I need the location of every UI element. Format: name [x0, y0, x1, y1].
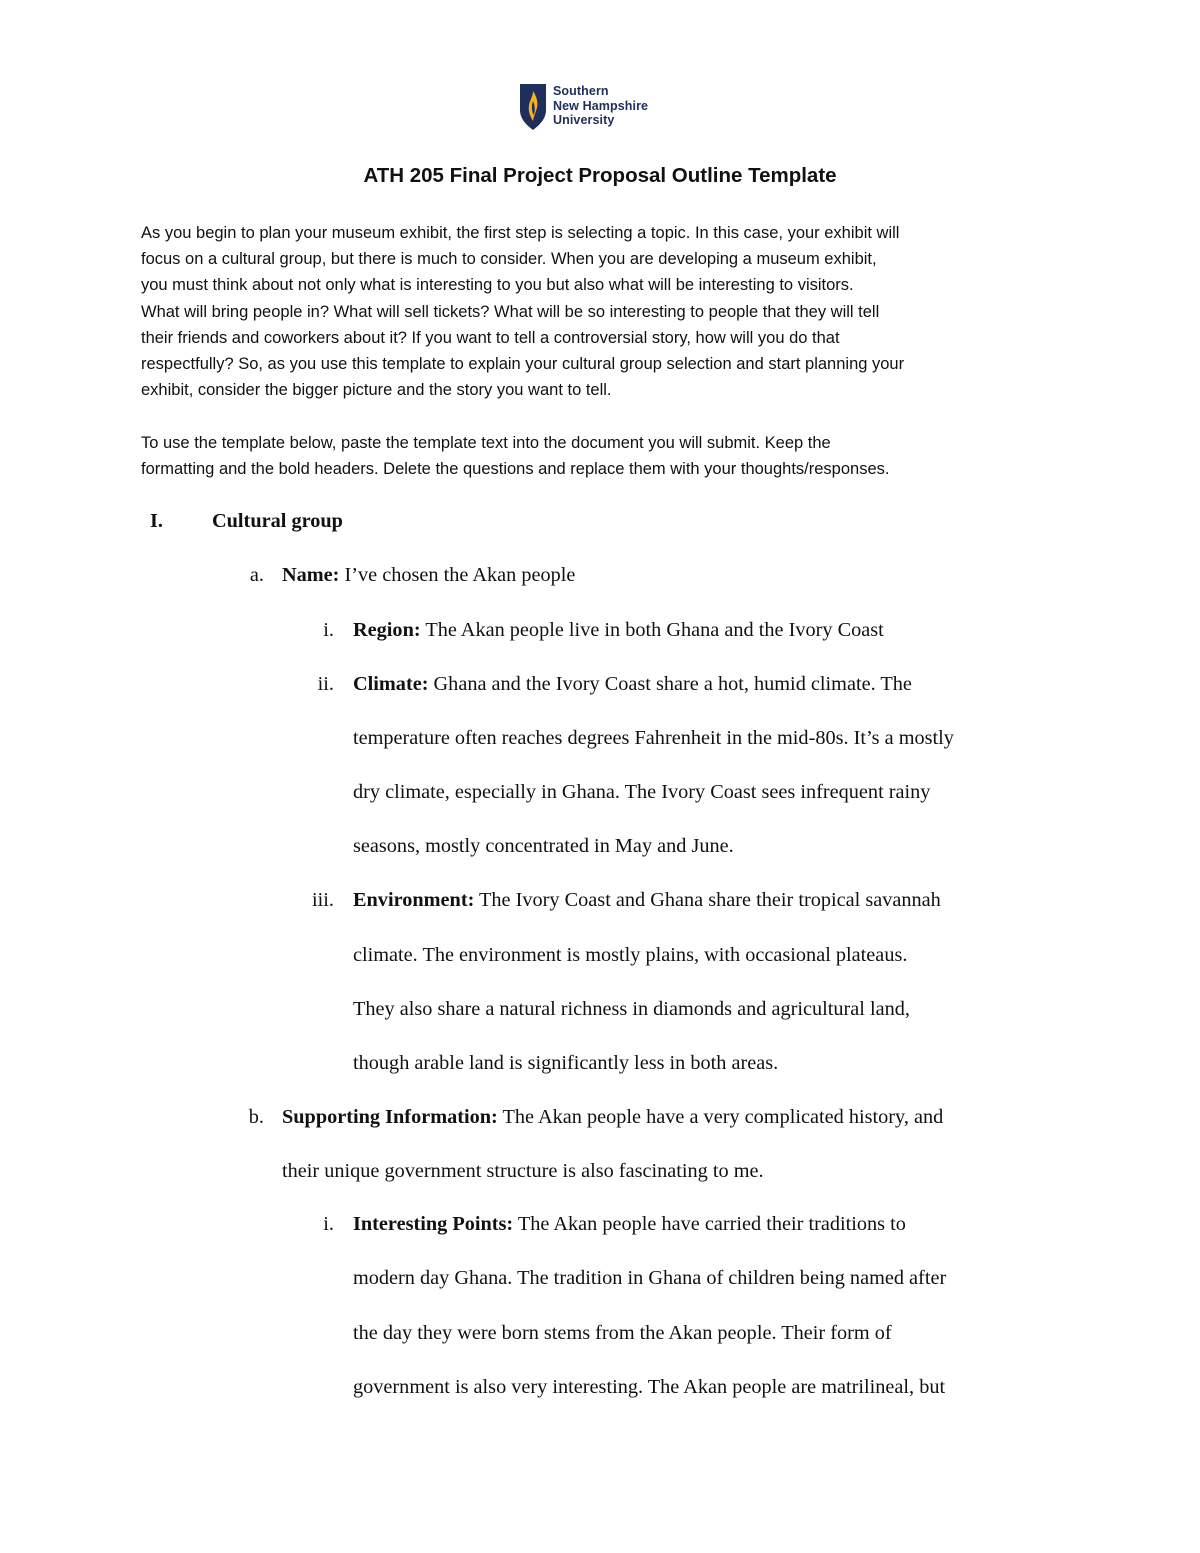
subitem-marker: i.: [323, 1213, 334, 1235]
intro-line: formatting and the bold headers. Delete the questions and replace them with your thoughts/responses.: [141, 460, 890, 479]
instructions-paragraph: [141, 430, 1071, 482]
outline-item-name: [282, 564, 575, 587]
item-label: Climate:: [353, 673, 429, 695]
item-continuation: their unique government structure is also fascinating to me.: [282, 1160, 764, 1182]
intro-line: As you begin to plan your museum exhibit, the first step is selecting a topic. In this case, your exhibit will: [141, 224, 900, 242]
subitem-marker: ii.: [317, 673, 334, 695]
item-text: The Akan people live in both Ghana and the Ivory Coast: [420, 619, 884, 641]
outline-subitem-climate: [353, 673, 912, 696]
item-text: I’ve chosen the Akan people: [339, 564, 576, 586]
section-heading: Cultural group: [212, 510, 343, 532]
section-marker: I.: [150, 510, 163, 532]
item-marker: a.: [249, 564, 264, 586]
subitem-marker: i.: [323, 619, 334, 641]
item-text: Ghana and the Ivory Coast share a hot, humid climate. The: [428, 673, 912, 695]
university-logo: [520, 84, 648, 134]
intro-paragraph: [141, 220, 1071, 403]
item-continuation: the day they were born stems from the Akan people. Their form of: [353, 1322, 892, 1344]
item-continuation: climate. The environment is mostly plains, with occasional plateaus.: [353, 944, 908, 966]
item-text: The Akan people have carried their traditions to: [513, 1213, 906, 1235]
item-label: Name:: [282, 564, 340, 586]
outline-subitem-region: [353, 619, 884, 642]
document-title: ATH 205 Final Project Proposal Outline Template: [363, 164, 837, 187]
intro-line: What will bring people in? What will sell tickets? What will be so interesting to people that they will tell: [141, 302, 880, 321]
item-continuation: government is also very interesting. The Akan people are matrilineal, but: [353, 1376, 946, 1398]
item-text: The Akan people have a very complicated history, and: [497, 1106, 944, 1128]
item-continuation: temperature often reaches degrees Fahrenheit in the mid-80s. It’s a mostly: [353, 727, 954, 749]
subitem-marker: iii.: [312, 889, 334, 911]
item-label: Region:: [353, 619, 421, 641]
intro-line: their friends and coworkers about it? If you want to tell a controversial story, how will you do that: [141, 328, 840, 347]
intro-line: respectfully? So, as you use this template to explain your cultural group selection and start planning your: [141, 355, 905, 374]
intro-line: exhibit, consider the bigger picture and the story you want to tell.: [141, 381, 612, 400]
logo-wordmark: [553, 84, 648, 128]
item-continuation: dry climate, especially in Ghana. The Ivory Coast sees infrequent rainy: [353, 781, 931, 803]
item-continuation: modern day Ghana. The tradition in Ghana of children being named after: [353, 1267, 947, 1289]
item-label: Interesting Points:: [353, 1213, 514, 1235]
university-shield-icon: [520, 84, 546, 130]
intro-line: you must think about not only what is interesting to you but also what will be interesting to visitors.: [141, 276, 854, 295]
logo-line: New Hampshire: [553, 98, 649, 113]
item-label: Supporting Information:: [282, 1106, 498, 1128]
item-continuation: seasons, mostly concentrated in May and June.: [353, 835, 734, 857]
logo-line: University: [553, 113, 615, 127]
item-marker: b.: [248, 1106, 264, 1128]
outline-subitem-environment: [353, 889, 941, 912]
outline-item-supporting-information: [282, 1106, 943, 1129]
item-continuation: though arable land is significantly less in both areas.: [353, 1052, 779, 1074]
item-label: Environment:: [353, 889, 475, 911]
logo-line: Southern: [553, 84, 609, 98]
intro-line: focus on a cultural group, but there is much to consider. When you are developing a museum exhibit,: [141, 250, 877, 269]
item-continuation: They also share a natural richness in diamonds and agricultural land,: [353, 998, 910, 1020]
outline-subitem-interesting-points: [353, 1213, 906, 1236]
intro-line: To use the template below, paste the template text into the document you will submit. Keep the: [141, 434, 831, 452]
item-text: The Ivory Coast and Ghana share their tropical savannah: [474, 889, 941, 911]
